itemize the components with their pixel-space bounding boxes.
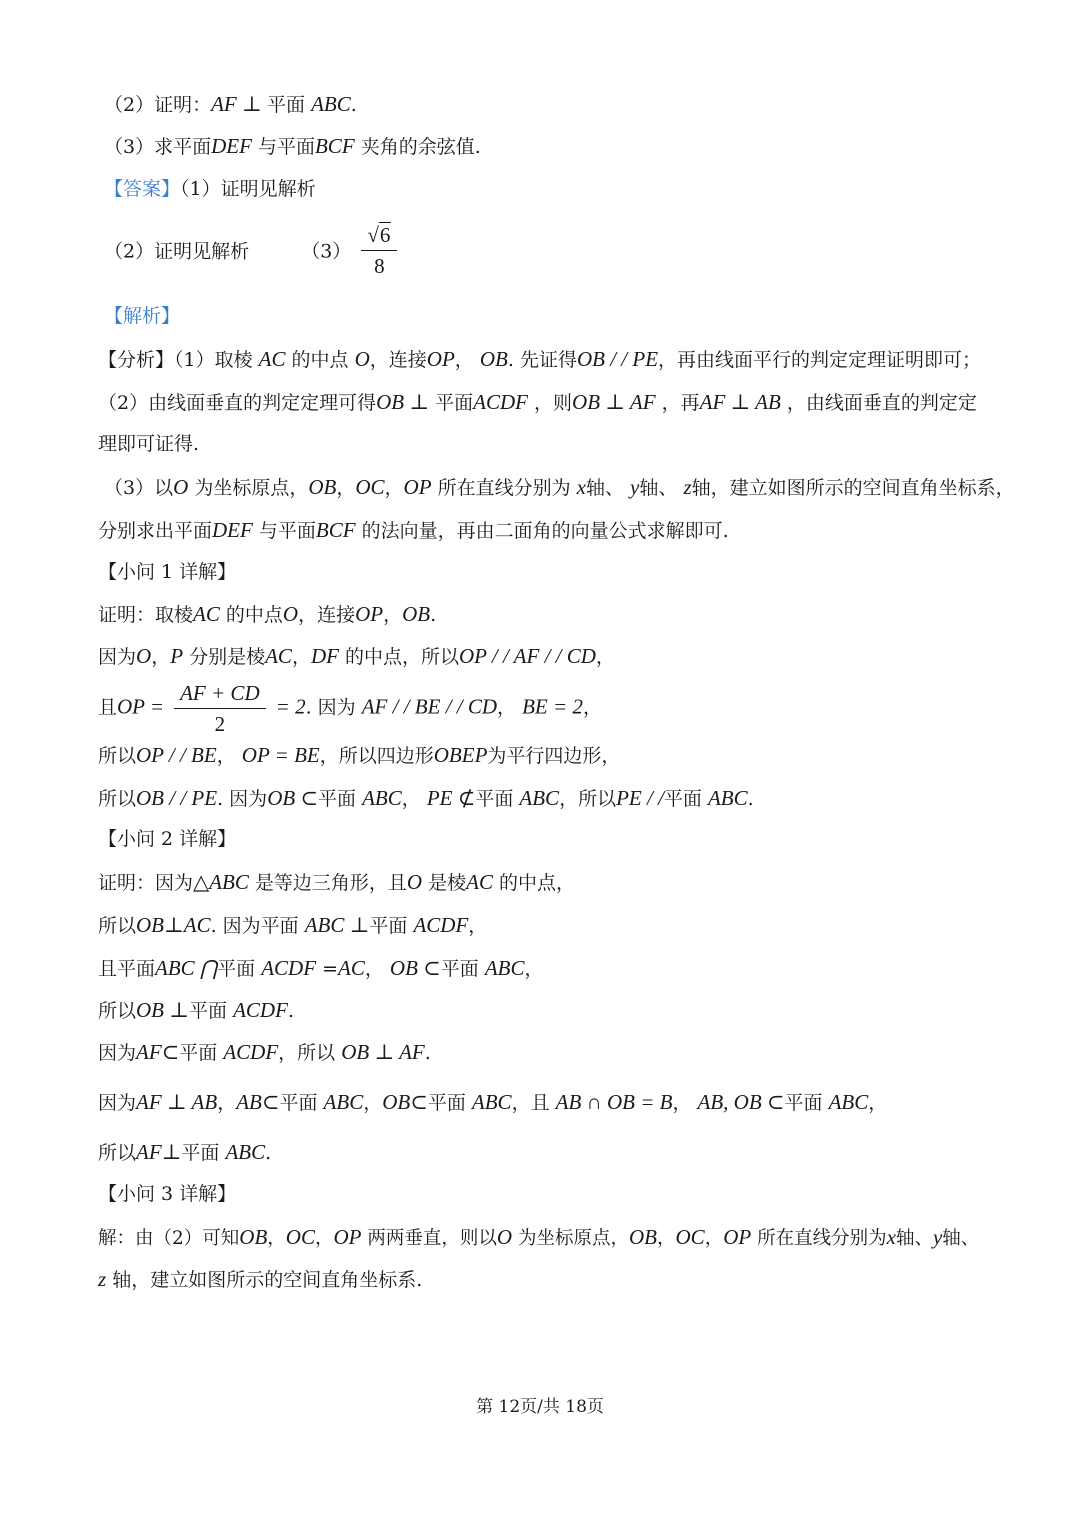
sub2-line-4 [98,997,294,1024]
math: O [496,1225,513,1249]
answer-line-2 [104,223,401,279]
math: AB ∩ OB = B [555,1090,673,1114]
math: ABC [362,786,402,810]
math: O [173,475,189,499]
math: O [354,347,370,371]
math: OB ⊥ [376,390,430,414]
math: DEF [211,134,252,158]
math: z [98,1267,107,1291]
subquestion-2-title [98,826,236,852]
math: AF⊥ [136,1140,182,1164]
text: ，所以 [278,1042,336,1064]
text: 且 [98,696,118,719]
text: 平面 [427,1092,466,1114]
text: （3） [301,240,352,263]
math: ABC [707,786,748,810]
text: 为平行四边形， [487,745,621,767]
text: 轴、 [942,1228,980,1249]
sub2-line-3 [98,955,544,982]
numerator: 6 [379,223,391,247]
math: OB ⊥ AF [572,390,656,414]
math: AF⊂ [136,1040,180,1064]
sub2-line-7 [98,1139,271,1166]
text: 【小问 1 详解】 [98,561,237,583]
math: OP [333,1225,362,1249]
sub3-line-1 [98,1224,979,1252]
text: 的中点 [225,604,283,626]
text: 为坐标原点， [517,1228,629,1249]
text: 与平面 [258,520,316,542]
text: 因为 [98,1092,137,1114]
text: ， [497,696,517,719]
math: O [136,644,152,668]
text: 证明：因为 [98,872,194,894]
text: ， [217,1092,237,1114]
text: . 因为 [305,696,356,719]
text: 所在直线分别为 [757,1228,887,1249]
math: PE / / [616,786,664,810]
text: 所以 [98,788,137,810]
text: . [747,788,754,810]
math: △ABC [193,870,249,894]
math: OP [426,347,455,371]
answer-line [104,176,316,202]
math: y [932,1225,943,1249]
math: AF ⊥ AB [699,390,781,414]
text: ， [656,1228,676,1249]
text: ， [363,1092,383,1114]
math: AF ⊥ AB [136,1090,218,1114]
text: ， [216,745,236,767]
text: ，再由线面平行的判定定理证明即可； [658,349,982,371]
math: = 2 [275,694,306,719]
math: DF [310,644,339,668]
text: （2）证明见解析 [104,240,250,263]
math: OC [675,1225,705,1249]
text: 理即可证得. [98,433,200,455]
text: （3）以 [104,477,174,499]
text: 且平面 [98,958,156,980]
analysis-line-5 [98,517,729,544]
sub2-line-2 [98,912,487,939]
text: ， [291,646,311,668]
text: 平面 [784,1092,823,1114]
text: 所以 [98,1000,137,1022]
math: ABC [225,1140,266,1164]
text: （2）证明： [104,94,212,116]
text: ，再 [661,392,700,414]
text: . 先证得 [507,349,577,371]
sub2-line-6 [98,1089,887,1116]
text: 【小问 3 详解】 [98,1183,237,1205]
math: OB / / PE [576,347,659,371]
math: OB [239,1225,268,1249]
denominator: 2 [214,712,226,736]
text: 轴、 [585,477,624,499]
text: 是棱 [428,872,467,894]
text: 是等边三角形，且 [254,872,407,894]
math: ACDF [261,956,317,980]
math: ABC ⊥ [304,913,370,937]
text: ， [454,349,474,371]
text: 平面 [179,1042,218,1064]
text: 轴，建立如图所示的空间直角坐标系， [691,477,1015,499]
math: x [576,475,586,499]
math: OP [355,602,384,626]
text: 因为 [98,646,137,668]
math: OB⊂ [382,1090,428,1114]
math: ABC [519,786,560,810]
sub2-line-1 [98,869,575,896]
math: OB ⊥ [136,998,190,1022]
analysis-line-2 [98,389,977,416]
text: ， [151,646,171,668]
math: O [282,602,299,626]
math: ABC [471,1090,512,1114]
text: ， [364,958,384,980]
math: AC [265,644,292,668]
text: ， [267,1228,286,1249]
jiexi-tag: 【解析】 [104,305,181,327]
math: ABC [323,1090,364,1114]
math: OP = [117,694,165,719]
text: 平面 [440,958,479,980]
text: （1）取棱 [174,349,253,371]
text: 平面 [217,958,256,980]
math: OP = BE [241,743,320,767]
fraction-sqrt6-over-8: $\frac{√6}{8}$ [361,222,397,279]
math: OBEP [433,743,488,767]
text: 与平面 [257,136,315,158]
text: 轴、 [895,1228,933,1249]
text: ，所以 [559,788,617,810]
text: 的中点 [291,349,349,371]
sub1-line-4 [98,742,620,769]
subquestion-1-title [98,559,236,585]
text: 轴、 [639,477,678,499]
text: . [350,94,357,116]
math: AC [258,347,286,371]
question-3 [104,133,481,160]
math: OP [723,1225,752,1249]
math: ACDF [473,390,528,414]
text: 平面 [435,392,474,414]
analysis-line-1 [98,346,981,373]
math: OP / / BE [136,743,217,767]
math: PE ⊄ [426,786,476,810]
math: AC [466,870,493,894]
sub3-line-2 [98,1266,422,1293]
subquestion-3-title [98,1181,236,1207]
text: 平面 [475,788,514,810]
analysis-tag: 【分析】 [98,349,175,371]
text: 解：由（2）可知 [98,1228,240,1249]
text: . [287,1000,294,1022]
text: （3）求平面 [104,136,212,158]
text: ， [595,646,615,668]
math: BCF [315,518,356,542]
math: OB ⊂ [389,956,441,980]
text: . 因为 [217,788,268,810]
math: DEF [212,518,253,542]
math: OC [355,475,385,499]
text: ， [582,696,602,719]
text: 【小问 2 详解】 [98,828,237,850]
text: 平面 [369,915,408,937]
text: 平面 [279,1092,318,1114]
math: ABC [484,956,525,980]
text: ， [468,915,488,937]
math: ABC ⋂ [155,956,218,980]
math: ACDF [413,913,469,937]
text: 轴，建立如图所示的空间直角坐标系. [112,1269,423,1291]
math: ACDF [223,1040,279,1064]
math: P [170,644,184,668]
sub1-line-3 [98,680,602,737]
text: 分别求出平面 [98,520,213,542]
math: BE = 2 [522,694,583,719]
math: AF ⊥ [211,92,267,116]
text: . [265,1142,272,1164]
text: 的中点，所以 [345,646,460,668]
text: ， [672,1092,692,1114]
jiexi-line [104,303,180,329]
text: 两两垂直，则以 [367,1228,497,1249]
text: . 因为平面 [210,915,299,937]
text: 所以 [98,915,137,937]
math: AB, OB ⊂ [697,1090,785,1114]
math: OB [308,475,337,499]
text: ，则 [534,392,573,414]
answer-tag: 【答案】 [104,178,181,200]
math: O [406,870,423,894]
text: 平面 [318,788,357,810]
math: OB ⊥ AF [341,1040,425,1064]
sub1-line-2 [98,643,615,670]
page-number: 第 12页/共 18页 [476,1397,604,1417]
question-2 [104,91,357,118]
math: OC [285,1225,315,1249]
text: 所以 [98,745,137,767]
math: y [630,475,640,499]
math: OB [628,1225,657,1249]
text: ， [384,477,404,499]
text: ， [401,788,421,810]
math: x [886,1225,896,1249]
text: = [322,958,339,980]
math: AC [193,602,220,626]
text: 平面 [189,1000,228,1022]
math: AF / / BE / / CD [361,694,498,719]
text: ，所以四边形 [319,745,434,767]
text: 的中点， [499,872,576,894]
math: OB⊥AC [136,913,211,937]
math: OP / / AF / / CD [459,644,596,668]
text: （1）证明见解析 [180,178,316,200]
text: ， [336,477,356,499]
text: 平面 [663,788,702,810]
text: 所以 [98,1142,137,1164]
text: 的法向量，再由二面角的向量公式求解即可. [361,520,729,542]
fraction-af-plus-cd-over-2 [174,680,266,737]
text: 为坐标原点， [194,477,309,499]
numerator: AF + CD [174,680,266,709]
text: 平面 [181,1142,220,1164]
math: ABC [828,1090,869,1114]
math: OB [402,602,431,626]
text: 因为 [98,1042,137,1064]
math: OP [403,475,432,499]
text: 平面 [267,94,306,116]
math: OB / / PE [136,786,218,810]
math: AC [338,956,365,980]
text: . [430,604,437,626]
text: . [424,1042,431,1064]
text: ， [314,1228,334,1249]
sub1-line-1 [98,601,436,628]
text: 证明：取棱 [98,604,194,626]
math: OB [479,347,508,371]
math: z [683,475,692,499]
text: ，连接 [298,604,356,626]
text: ，连接 [369,349,427,371]
math: OB ⊂ [267,786,319,810]
math: ACDF [233,998,288,1022]
math: ABC [311,92,351,116]
text: 所在直线分别为 [437,477,571,499]
text: ， [383,604,403,626]
text: ， [704,1228,724,1249]
analysis-line-4 [104,474,1015,501]
text: 夹角的余弦值. [360,136,481,158]
math: BCF [314,134,355,158]
analysis-line-3 [98,431,199,457]
sub1-line-5 [98,785,754,812]
text: ， [868,1092,888,1114]
text: ，且 [511,1092,550,1114]
text: ，由线面垂直的判定定 [786,392,977,414]
denominator: 8 [374,254,385,278]
text: 分别是棱 [189,646,266,668]
text: ， [524,958,544,980]
math: AB⊂ [236,1090,280,1114]
text: （2）由线面垂直的判定定理可得 [98,392,377,414]
sub2-line-5 [98,1039,431,1066]
